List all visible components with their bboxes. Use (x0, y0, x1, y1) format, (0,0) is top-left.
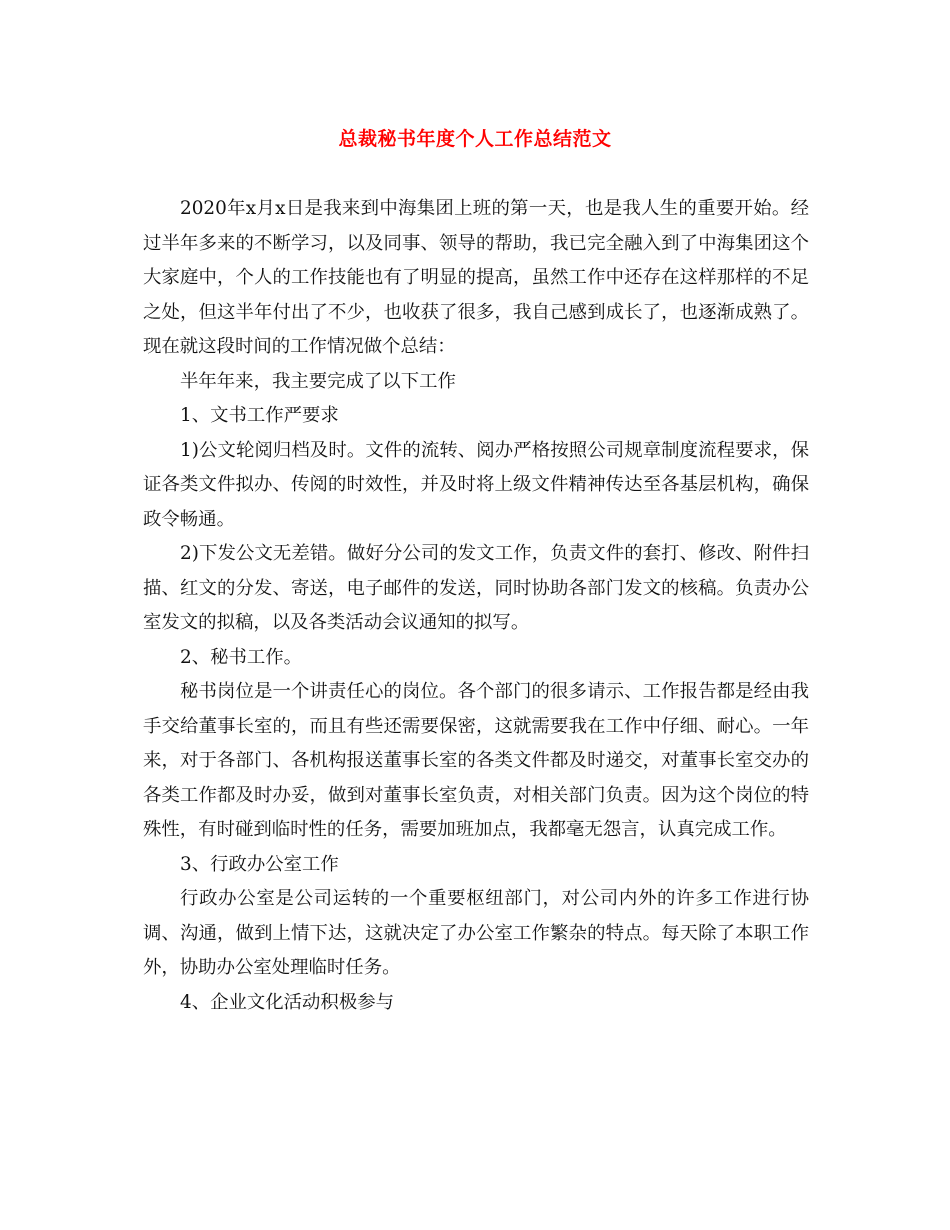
paragraph-secretary-work: 秘书岗位是一个讲责任心的岗位。各个部门的很多请示、工作报告都是经由我手交给董事长室的，而且有些还需要保密，这就需要我在工作中仔细、耐心。一年来，对于各部门、各机构报送董事长室的各类文件都及时递交，对董事长室交办的各类工作都及时办妥，做到对董事长室负责，对相关部门负责。因为这个岗位的特殊性，有时碰到临时性的任务，需要加班加点，我都毫无怨言，认真完成工作。 (143, 681, 809, 840)
heading-section-4: 4、企业文化活动积极参与 (180, 991, 394, 1013)
paragraph-item-1: 1)公文轮阅归档及时。文件的流转、阅办严格按照公司规章制度流程要求，保证各类文件拟办、传阅的时效性，并及时将上级文件精神传达至各基层机构，确保政令畅通。 (143, 439, 809, 530)
document-title: 总裁秘书年度个人工作总结范文 (338, 128, 612, 150)
paragraph-work-summary: 半年年来，我主要完成了以下工作 (180, 370, 456, 392)
paragraph-admin-office: 行政办公室是公司运转的一个重要枢纽部门，对公司内外的许多工作进行协调、沟通，做到上情下达，这就决定了办公室工作繁杂的特点。每天除了本职工作外，协助办公室处理临时任务。 (143, 888, 809, 978)
paragraph-item-2: 2)下发公文无差错。做好分公司的发文工作，负责文件的套打、修改、附件扫描、红文的分发、寄送，电子邮件的发送，同时协助各部门发文的核稿。负责办公室发文的拟稿，以及各类活动会议通知的拟写。 (143, 543, 809, 633)
paragraph-intro: 2020年x月x日是我来到中海集团上班的第一天，也是我人生的重要开始。经过半年多来的不断学习，以及同事、领导的帮助，我已完全融入到了中海集团这个大家庭中，个人的工作技能也有了明显的提高，虽然工作中还存在这样那样的不足之处，但这半年付出了不少，也收获了很多，我自己感到成长了，也逐渐成熟了。现在就这段时间的工作情况做个总结： (143, 198, 809, 357)
heading-section-3: 3、行政办公室工作 (180, 853, 339, 875)
document-body (143, 192, 809, 1020)
heading-section-1: 1、文书工作严要求 (180, 405, 339, 426)
heading-section-2: 2、秘书工作。 (180, 646, 303, 668)
